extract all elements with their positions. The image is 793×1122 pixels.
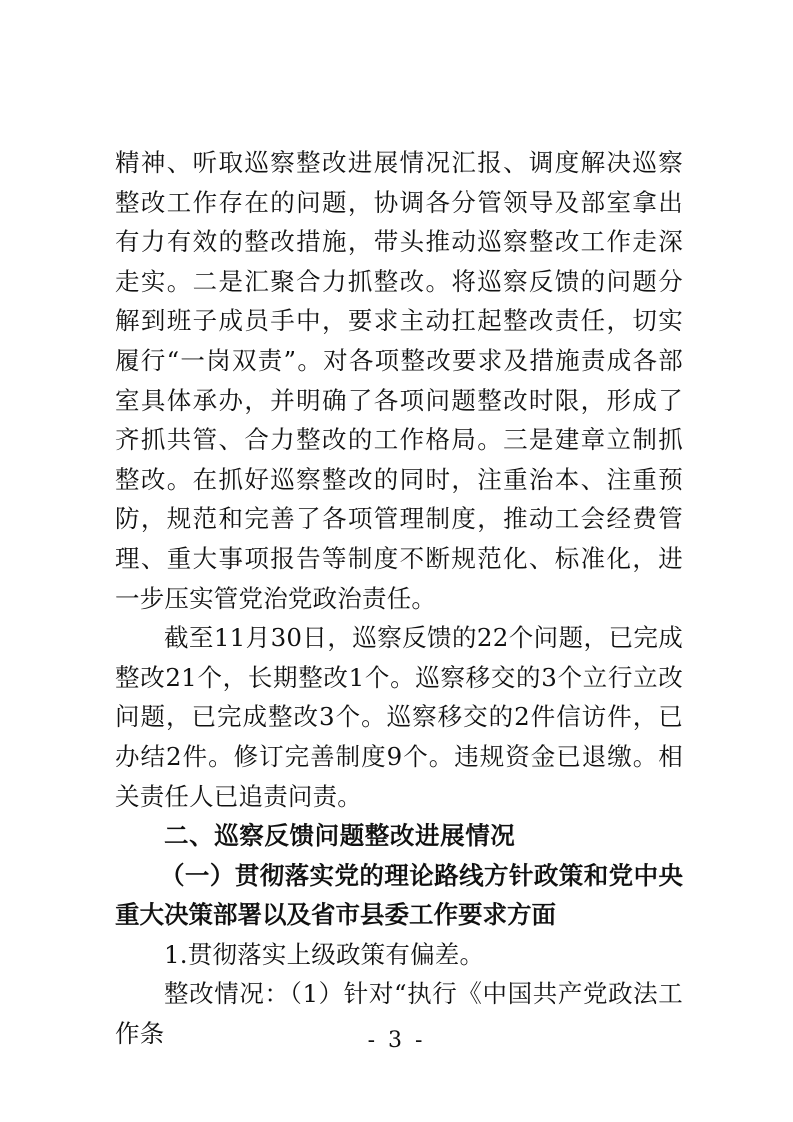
section-heading: 二、巡察反馈问题整改进展情况	[164, 821, 516, 851]
subsection-heading: （一）贯彻落实党的理论路线方针政策和党中央重大决策部署以及省市县委工作要求方面	[115, 860, 683, 930]
item-text: 整改情况：（1）针对“执行《中国共产党政法工作条	[115, 979, 683, 1049]
page-number: - 3 -	[367, 1028, 426, 1053]
paragraph-continuation: 精神、听取巡察整改进展情况汇报、调度解决巡察整改工作存在的问题，协调各分管领导及部室拿出有力有效的整改措施，带头推动巡察整改工作走深走实。二是汇聚合力抓整改。将巡察反馈的问题分解到班子成员手中，要求主动扛起整改责任，切实履行“一岗双责”。对各项整改要求及措施责成各部室具体承办，并明确了各项问题整改时限，形成了齐抓共管、合力整改的工作格局。三是建章立制抓整改。在抓好巡察整改的同时，注重治本、注重预防，规范和完善了各项管理制度，推动工会经费管理、重大事项报告等制度不断规范化、标准化，进一步压实管党治党政治责任。	[115, 148, 683, 613]
item-heading: 1.贯彻落实上级政策有偏差。	[164, 939, 485, 969]
body-text	[115, 143, 683, 1054]
paragraph-progress-summary: 截至11月30日，巡察反馈的22个问题，已完成整改21个，长期整改1个。巡察移交的3个立行立改问题，已完成整改3个。巡察移交的2件信访件，已办结2件。修订完善制度9个。违规资金已退缴。相关责任人已追责问责。	[115, 623, 683, 811]
